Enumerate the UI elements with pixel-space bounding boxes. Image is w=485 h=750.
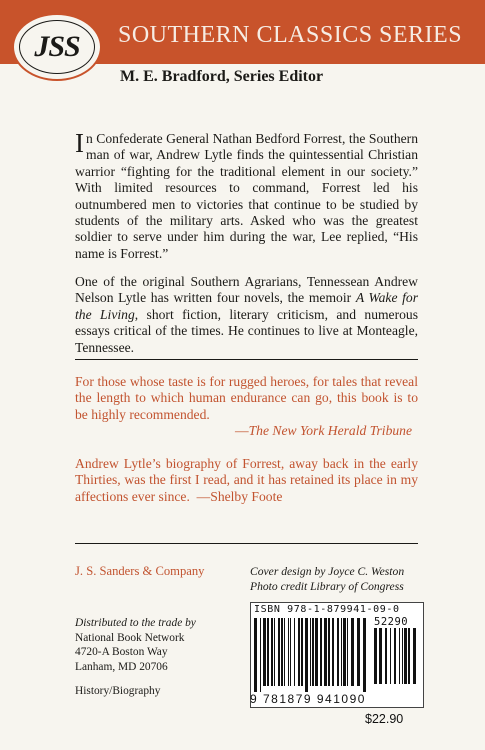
isbn-number: ISBN 978-1-879941-09-0 [254,604,400,615]
barcode-bar [402,628,403,684]
price-addon-number: 52290 [374,616,409,628]
barcode-bar [320,618,322,686]
barcode-bar [263,618,266,686]
drop-cap: I [75,128,84,158]
barcode-bar [374,628,377,684]
barcode-bar [288,618,289,686]
barcode-bar [379,628,382,684]
barcode-bar [399,628,400,684]
publisher-name: J. S. Sanders & Company [75,564,205,578]
barcode-bar [315,618,318,686]
barcode-bar [278,618,280,686]
barcode-bar [328,618,330,686]
barcode-bar [394,628,396,684]
jss-logo [12,13,102,81]
review-quote-1-attribution [75,423,412,439]
description-paragraph-1-text: n Confederate General Nathan Bedford Forrest, the Southern man of war, Andrew Lytle finds the quintessential Christian warrior “fighting for the traditional element in our society.” With limited resources to command, Forrest led his outnumbered men to victories that continue to be studied by students of the military arts. Asked who was the greatest soldier to serve under him during the war, Lee replied, “His name is Forrest.” [75,131,418,261]
attribution-source: The New York Herald Tribune [248,423,412,438]
distributor-city: Lanham, MD 20706 [75,660,168,673]
barcode-bar [305,618,308,692]
review-quote-1: For those whose taste is for rugged heroes, for tales that reveal the length to which human endurance can go, this book is to be highly recommended. [75,374,418,422]
photo-credit: Photo credit Library of Congress [250,580,404,593]
barcode-bar [324,618,327,686]
barcode-bar [312,618,314,686]
barcode-bar [284,618,285,686]
book-category: History/Biography [75,685,161,697]
barcode-bar [281,618,283,686]
divider-rule [75,543,418,544]
review-quote-2 [75,456,418,505]
memoir-title: A Wake for the Living [75,290,418,322]
author-bio-text-b: , short fiction, literary criticism, and numerous essays critical of the times. He continues to live at Monteagle, Tennessee. [75,306,419,355]
barcode-bar [310,618,311,686]
barcode-bar [385,628,387,684]
jss-logo-lettering: JSS [19,20,95,74]
review-quote-2-text: Andrew Lytle’s biography of Forrest, away back in the early Thirties, was the first I read, and it has retained its place in my affections ever since. [75,456,418,504]
barcode-bar [337,618,339,686]
barcode-bar [341,618,342,686]
review-quote-2-attribution: —Shelby Foote [196,488,283,504]
author-bio-paragraph [75,274,418,356]
barcode-bar [271,618,273,686]
distributor-lead: Distributed to the trade by [75,617,196,629]
series-title: SOUTHERN CLASSICS SERIES [118,22,463,48]
barcode-bar [267,618,269,686]
divider-rule [75,359,418,360]
barcode-bar [357,618,360,686]
ean-barcode-bars [252,618,368,692]
barcode-bar [413,628,416,684]
barcode-bar [260,618,261,692]
barcode-bar [404,628,407,684]
attribution-dash: — [235,423,249,438]
barcode-bar [298,618,300,686]
barcode-bar [254,618,257,692]
barcode-bar [347,618,348,686]
distributor-street: 4720-A Boston Way [75,646,168,658]
barcode-bar [290,618,291,686]
barcode-bar [408,628,410,684]
barcode-bar [351,618,354,686]
barcode-bar [301,618,303,686]
barcode-bar [390,628,391,684]
barcode-bar [332,618,334,686]
barcode-bar [343,618,346,686]
author-bio-text-a: One of the original Southern Agrarians, Tennessean Andrew Nelson Lytle has written four novels, the memoir [75,274,418,306]
barcode-bar [294,618,295,686]
barcode-bar [363,618,366,692]
series-editor: M. E. Bradford, Series Editor [120,68,324,85]
barcode-bar [274,618,275,686]
cover-credits [250,564,404,594]
ean-number: 9 781879 941090 [250,692,366,706]
distributor-name: National Book Network [75,631,185,644]
distributor-block [75,616,196,674]
description-paragraph-1 [75,128,418,262]
cover-design-credit: Cover design by Joyce C. Weston [250,565,405,578]
price: $22.90 [365,712,404,726]
addon-barcode-bars [372,628,420,690]
